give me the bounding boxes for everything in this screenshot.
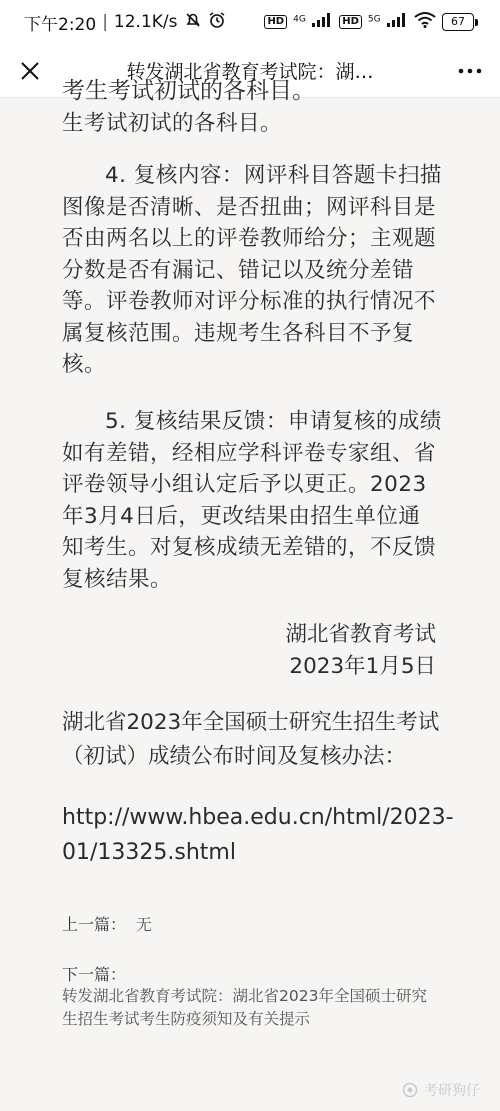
signal-icon-1 <box>293 12 333 33</box>
reference-link[interactable]: http://www.hbea.edu.cn/html/2023-01/13325.shtml <box>62 805 454 865</box>
watermark-logo-icon <box>402 1082 418 1098</box>
hd-badge-1: HD <box>264 15 287 29</box>
status-right <box>264 12 478 33</box>
article-paragraph-review-content: 4. 复核内容：网评科目答题卡扫描图像是否清晰、是否扭曲；网评科目是否由两名以上的评卷教师给分；主观题分数是否有漏记、错记以及统分差错等。评卷教师对评分标准的执行情况不属复核范围。违规考生各科目不予复核。 <box>62 163 442 377</box>
signature-date: 2023年1月5日 <box>289 654 436 679</box>
status-bar <box>0 0 500 44</box>
page-title: 转发湖北省教育考试院：湖… <box>126 61 374 83</box>
article-paragraph-review-feedback: 5. 复核结果反馈：申请复核的成绩如有差错，经相应学科评卷专家组、省评卷领导小组认定后予以更正。2023年3月4日后，更改结果由招生单位通知考生。对复核成绩无差错的，不反馈复核结果。 <box>62 409 442 592</box>
status-time: 下午2:20 <box>24 14 97 35</box>
watermark <box>402 1080 480 1100</box>
battery-icon <box>442 13 478 31</box>
more-icon <box>458 68 482 74</box>
reference-note: 湖北省2023年全国硕士研究生招生考试（初试）成绩公布时间及复核办法： <box>62 710 440 769</box>
battery-level: 67 <box>442 13 474 31</box>
watermark-text: 考研狗仔 <box>424 1083 480 1099</box>
prev-article <box>62 912 152 935</box>
next-article-label: 下一篇： <box>62 965 127 984</box>
close-icon <box>20 61 40 81</box>
status-left <box>24 10 226 35</box>
partial-line-text: 考生考试初试的各科目。 <box>62 78 315 104</box>
more-button[interactable] <box>440 44 500 98</box>
article-paragraph-0: 生考试初试的各科目。 <box>62 111 283 136</box>
mute-notification-icon <box>184 11 202 34</box>
network-type-2: 5G <box>367 13 381 24</box>
partial-line <box>62 78 442 108</box>
wifi-icon <box>414 12 436 33</box>
signature-org: 湖北省教育考试 <box>285 622 436 647</box>
alarm-icon <box>208 11 226 34</box>
close-button[interactable] <box>0 44 60 98</box>
hd-badge-2: HD <box>339 15 362 29</box>
next-article-link[interactable]: 转发湖北省教育考试院：湖北省2023年全国硕士研究生招生考试考生防疫须知及有关提示 <box>62 987 427 1028</box>
signal-icon-2 <box>368 12 408 33</box>
network-type-1: 4G <box>293 13 306 24</box>
prev-article-label: 上一篇： <box>62 915 127 934</box>
prev-article-value: 无 <box>136 915 153 934</box>
status-divider: | <box>102 12 108 32</box>
status-speed: 12.1K/s <box>113 12 178 32</box>
